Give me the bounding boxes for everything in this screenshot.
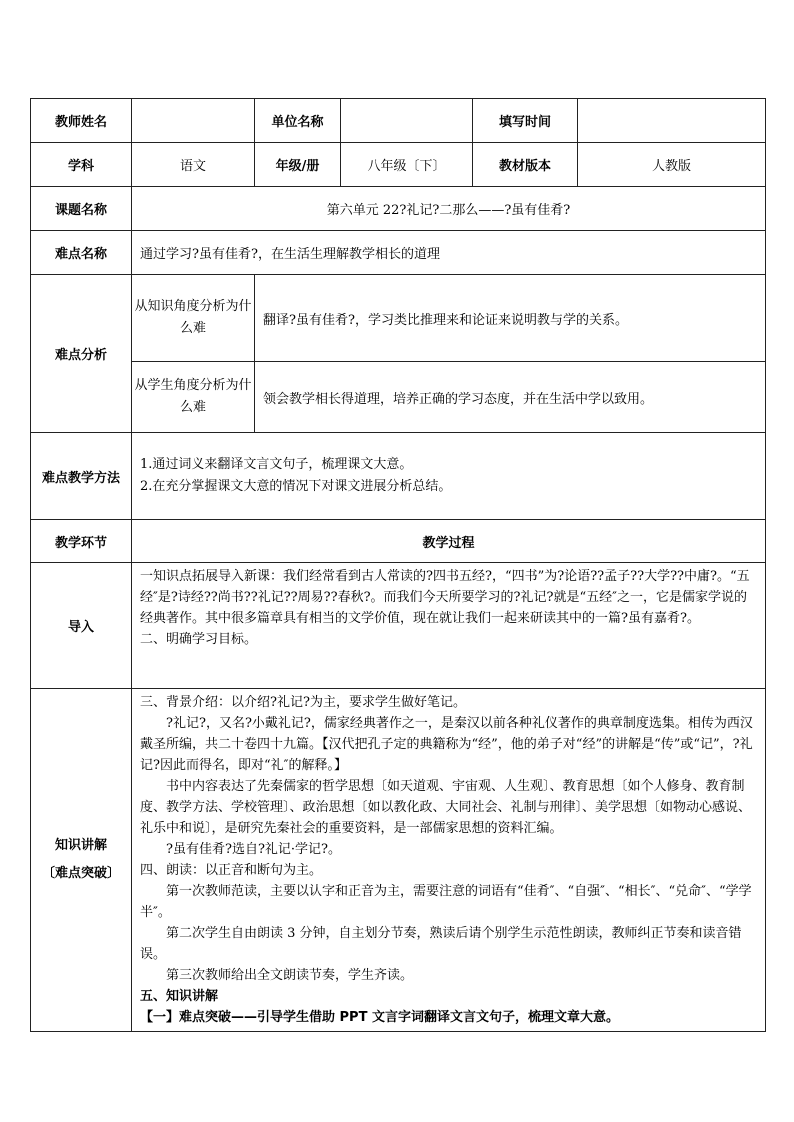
explain-heading: 五、知识讲解 bbox=[140, 989, 219, 1004]
knowledge-angle-value: 翻译?虽有佳肴?，学习类比推理来和论证来说明教与学的关系。 bbox=[255, 275, 766, 362]
difficulty-label: 难点名称 bbox=[31, 231, 132, 275]
intro-paragraph-2: 二、明确学习目标。 bbox=[140, 632, 258, 647]
header-row-2 bbox=[31, 143, 766, 187]
thought-paragraph: 书中内容表达了先秦儒家的哲学思想〔如天道观、宇宙观、人生观〕、教育思想〔如个人修身、教育制度、教学方法、学校管理〕、政治思想〔如以教化政、大同社会、礼制与刑律〕、美学思想〔如物动心感说、礼乐中和说〕，是研究先秦社会的重要资料，是一部儒家思想的资料汇编。 bbox=[140, 779, 752, 836]
subject-label: 学科 bbox=[31, 143, 132, 187]
intro-label: 导入 bbox=[31, 563, 132, 689]
student-angle-value: 领会教学相长得道理，培养正确的学习态度，并在生活中学以致用。 bbox=[255, 362, 766, 433]
grade-label: 年级/册 bbox=[255, 143, 341, 187]
subject-value: 语文 bbox=[132, 143, 255, 187]
method-line-1: 1.通过词义来翻译文言文句子，梳理课文大意。 bbox=[140, 457, 413, 472]
teacher-name-value bbox=[132, 99, 255, 143]
lesson-plan-table bbox=[30, 98, 766, 1032]
lesson-plan-sheet bbox=[30, 98, 765, 1032]
fill-time-value bbox=[578, 99, 766, 143]
method-row bbox=[31, 433, 766, 520]
reading-heading: 四、朗读：以正音和断句为主。 bbox=[140, 863, 323, 878]
knowledge-label: 知识讲解 bbox=[54, 838, 107, 853]
header-row-1 bbox=[31, 99, 766, 143]
analysis-row-student bbox=[31, 362, 766, 433]
unit-name-value bbox=[341, 99, 473, 143]
edition-value: 人教版 bbox=[578, 143, 766, 187]
process-header: 教学过程 bbox=[132, 520, 766, 563]
method-content bbox=[132, 433, 766, 520]
source-paragraph: ?虽有佳肴?选自?礼记·学记?。 bbox=[166, 842, 342, 857]
topic-row bbox=[31, 187, 766, 231]
knowledge-row bbox=[31, 689, 766, 1032]
analysis-row-knowledge bbox=[31, 275, 766, 362]
reading-second: 第二次学生自由朗读 3 分钟，自主划分节奏，熟读后请个别学生示范性朗读，教师纠正节奏和读音错误。 bbox=[140, 926, 742, 962]
method-line-2: 2.在充分掌握课文大意的情况下对课文进展分析总结。 bbox=[140, 479, 452, 494]
topic-label: 课题名称 bbox=[31, 187, 132, 231]
background-heading: 三、背景介绍：以介绍?礼记?为主，要求学生做好笔记。 bbox=[140, 695, 466, 710]
reading-first: 第一次教师范读，主要以认字和正音为主，需要注意的词语有“佳肴″、“自强″、“相长″、“兑命″、“学学半″。 bbox=[140, 884, 752, 920]
stage-header: 教学环节 bbox=[31, 520, 132, 563]
edition-label: 教材版本 bbox=[473, 143, 578, 187]
difficulty-row bbox=[31, 231, 766, 275]
reading-third: 第三次教师给出全文朗读节奏，学生齐读。 bbox=[166, 968, 414, 983]
intro-paragraph-1: 一知识点拓展导入新课：我们经常看到古人常读的?四书五经?，“四书”为?论语??孟子??大学??中庸?。“五经″是?诗经??尚书??礼记??周易??春秋?。而我们今天所要学习的?礼记?就是“五经″之一，它是儒家学说的经典著作。其中很多篇章具有相当的文学价值，现在就让我们一起来研读其中的一篇?虽有嘉肴?。 bbox=[140, 569, 750, 626]
student-angle-label: 从学生角度分析为什么难 bbox=[132, 362, 255, 433]
topic-value: 第六单元 22?礼记?二那么——?虽有佳肴? bbox=[132, 187, 766, 231]
process-header-row bbox=[31, 520, 766, 563]
teacher-name-label: 教师姓名 bbox=[31, 99, 132, 143]
background-paragraph: ?礼记?，又名?小戴礼记?，儒家经典著作之一，是秦汉以前各种礼仪著作的典章制度选集。相传为西汉戴圣所编，共二十卷四十九篇。【汉代把孔子定的典籍称为“经”，他的弟子对“经”的讲解是“传”或“记”，?礼记?因此而得名，即对“礼″的解释。】 bbox=[140, 716, 753, 773]
knowledge-content bbox=[132, 689, 766, 1032]
knowledge-label-cell bbox=[31, 689, 132, 1032]
difficulty-value: 通过学习?虽有佳肴?，在生活生理解教学相长的道理 bbox=[132, 231, 766, 275]
intro-row bbox=[31, 563, 766, 689]
method-label: 难点教学方法 bbox=[31, 433, 132, 520]
intro-content bbox=[132, 563, 766, 689]
unit-name-label: 单位名称 bbox=[255, 99, 341, 143]
breakthrough-paragraph: 【一】难点突破——引导学生借助 PPT 文言字词翻译文言文句子，梳理文章大意。 bbox=[140, 1010, 619, 1025]
knowledge-angle-label: 从知识角度分析为什么难 bbox=[132, 275, 255, 362]
analysis-label: 难点分析 bbox=[31, 275, 132, 433]
fill-time-label: 填写时间 bbox=[473, 99, 578, 143]
breakthrough-label: 〔难点突破〕 bbox=[41, 866, 120, 881]
grade-value: 八年级〔下〕 bbox=[341, 143, 473, 187]
